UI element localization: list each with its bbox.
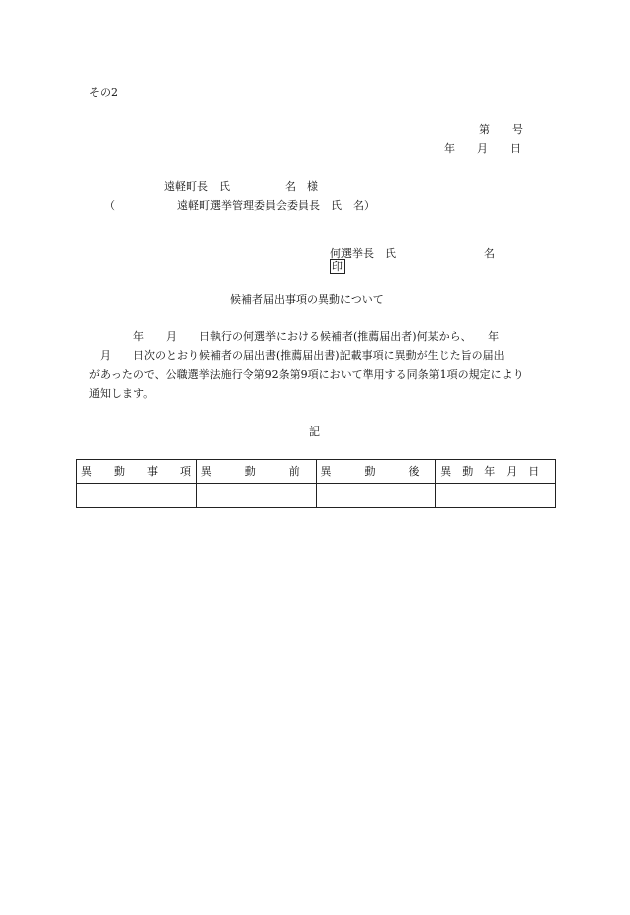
- changes-table: [76, 459, 556, 508]
- table-cell: [316, 484, 436, 508]
- number-line: 第 号: [479, 123, 523, 136]
- addressee-alt-line: 遠軽町選挙管理委員会委員長 氏 名）: [177, 199, 375, 212]
- body-line-3: があったので、公職選挙法施行令第92条第9項において準用する同条第1項の規定により: [89, 368, 524, 381]
- addressee-line: 遠軽町長 氏 名 様: [164, 180, 318, 193]
- date-line: 年 月 日: [444, 142, 521, 155]
- table-cell: [196, 484, 316, 508]
- sender-line: [323, 237, 495, 274]
- body-line-4: 通知します。: [89, 387, 155, 400]
- col-header-before: 異 動 前: [196, 460, 316, 484]
- addressee-alt-open: （: [104, 199, 115, 212]
- sender-name: 何選挙長 氏 名: [330, 247, 495, 260]
- col-header-after: 異 動 後: [316, 460, 436, 484]
- seal-mark: 印: [332, 260, 343, 273]
- table-row: [77, 484, 556, 508]
- ki-heading: 記: [309, 425, 320, 438]
- body-line-1: 年 月 日執行の何選挙における候補者(推薦届出者)何某から、 年: [89, 330, 500, 343]
- table-header-row: [77, 460, 556, 484]
- document-label: その2: [89, 86, 118, 99]
- col-header-change-item: 異 動 事 項: [77, 460, 197, 484]
- notice-title: 候補者届出事項の異動について: [230, 293, 384, 306]
- table-cell: [436, 484, 556, 508]
- table-cell: [77, 484, 197, 508]
- body-line-2: 月 日次のとおり候補者の届出書(推薦届出書)記載事項に異動が生じた旨の届出: [89, 349, 505, 362]
- col-header-change-date: 異 動 年 月 日: [436, 460, 556, 484]
